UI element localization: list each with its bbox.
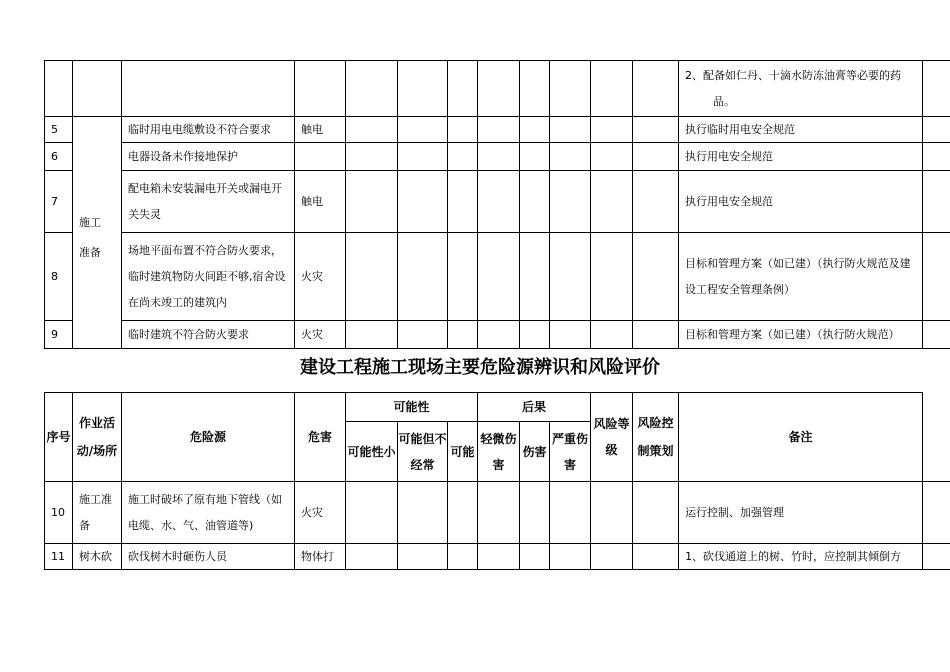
header-consequence-minor: 轻微伤害 — [478, 422, 520, 482]
table-row — [45, 171, 950, 233]
activity-text: 施工 — [79, 216, 101, 229]
hazard-text: 配电箱未安装漏电开关或漏电开关失灵 — [122, 171, 295, 233]
activity-cell — [73, 117, 122, 349]
table-row — [45, 233, 950, 321]
table-row — [45, 544, 950, 570]
table-row — [45, 117, 950, 143]
header-consequence-injury: 伤害 — [520, 422, 550, 482]
hazard-text: 砍伐树木时砸伤人员 — [122, 544, 295, 570]
header-consequence: 后果 — [478, 393, 591, 422]
control-text: 品。 — [713, 94, 735, 108]
header-risk: 风险等级 — [591, 393, 633, 482]
row-number: 10 — [45, 482, 73, 544]
row-number: 7 — [45, 171, 73, 233]
row-number: 11 — [45, 544, 73, 570]
header-no: 序号 — [45, 393, 73, 482]
control-cell — [679, 61, 923, 117]
harm-text: 物体打 — [295, 544, 346, 570]
activity-text: 准备 — [79, 246, 101, 259]
harm-text: 触电 — [295, 171, 346, 233]
row-number: 8 — [45, 233, 73, 321]
document-title: 建设工程施工现场主要危险源辨识和风险评价 — [300, 357, 660, 378]
control-text: 执行临时用电安全规范 — [679, 117, 923, 143]
table-row — [45, 143, 950, 171]
harm-text — [295, 143, 346, 171]
header-row — [45, 393, 950, 422]
header-harm: 危害 — [295, 393, 346, 482]
hazard-text: 场地平面布置不符合防火要求，临时建筑物防火间距不够,宿舍设在尚未竣工的建筑内 — [122, 233, 295, 321]
row-number: 9 — [45, 321, 73, 349]
activity-text: 施工准备 — [73, 482, 122, 544]
hazard-table — [44, 392, 950, 570]
control-text: 1、砍伐通道上的树、竹时，应控制其倾倒方 — [679, 544, 923, 570]
header-possibility-mid: 可能但不经常 — [398, 422, 448, 482]
control-text: 执行用电安全规范 — [679, 171, 923, 233]
harm-text: 火灾 — [295, 321, 346, 349]
header-hazard: 危险源 — [122, 393, 295, 482]
header-consequence-severe: 严重伤害 — [550, 422, 591, 482]
header-activity: 作业活动/场所 — [73, 393, 122, 482]
control-text: 运行控制、加强管理 — [679, 482, 923, 544]
control-text: 2、配备如仁丹、十滴水防冻油膏等必要的药 — [685, 68, 901, 82]
control-text: 目标和管理方案（如已建）（执行防火规范及建设工程安全管理条例） — [679, 233, 923, 321]
harm-text: 触电 — [295, 117, 346, 143]
hazard-text: 临时建筑不符合防火要求 — [122, 321, 295, 349]
activity-text: 树木砍 — [73, 544, 122, 570]
header-control: 风险控制策划 — [633, 393, 679, 482]
control-text: 目标和管理方案（如已建）（执行防火规范） — [679, 321, 923, 349]
table-row — [45, 321, 950, 349]
harm-text: 火灾 — [295, 233, 346, 321]
hazard-text: 电器设备未作接地保护 — [122, 143, 295, 171]
hazard-text: 施工时破坏了原有地下管线（如电缆、水、气、油管道等) — [122, 482, 295, 544]
table-row — [45, 61, 950, 117]
table-row — [45, 482, 950, 544]
hazard-table-continued — [44, 60, 950, 349]
harm-text: 火灾 — [295, 482, 346, 544]
header-possibility: 可能性 — [346, 393, 478, 422]
control-text: 执行用电安全规范 — [679, 143, 923, 171]
hazard-text: 临时用电电缆敷设不符合要求 — [122, 117, 295, 143]
header-possibility-high: 可能 — [448, 422, 478, 482]
header-remark: 备注 — [679, 393, 923, 482]
row-number: 6 — [45, 143, 73, 171]
row-number: 5 — [45, 117, 73, 143]
header-possibility-low: 可能性小 — [346, 422, 398, 482]
